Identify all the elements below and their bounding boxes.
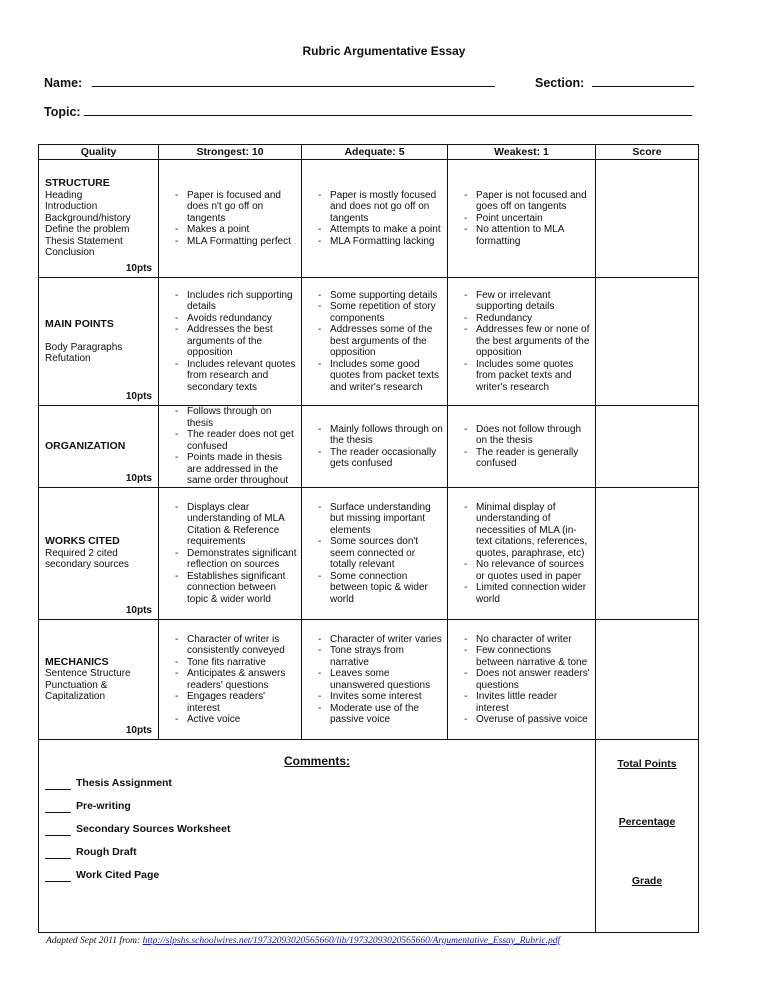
tally-cell <box>596 740 699 933</box>
criterion-name: WORKS CITED <box>45 535 120 548</box>
footer-note <box>46 936 560 946</box>
quality-cell <box>39 406 159 488</box>
checklist-label: Work Cited Page <box>76 869 160 881</box>
descriptor-item: - Leaves some unanswered questions <box>318 668 443 691</box>
quality-cell <box>39 160 159 278</box>
section-label: Section: <box>535 76 585 90</box>
criterion-subitem: Required 2 cited <box>45 547 118 559</box>
adequate-cell <box>302 620 448 740</box>
criterion-subitem: Define the problem <box>45 224 130 236</box>
source-link[interactable]: http://slpshs.schoolwires.net/19732093020565660/lib/19732093020565660/Argumentative_Essay_Rubric.pdf <box>142 936 561 946</box>
criterion-name: MECHANICS <box>45 655 109 668</box>
descriptor-item: - Minimal display of understanding of necessities of MLA (in-text citations, references, quotes, paraphrase, etc) <box>464 502 591 560</box>
col-weakest: Weakest: 1 <box>448 145 596 160</box>
rubric-row <box>39 620 699 740</box>
checklist-label: Pre-writing <box>76 800 131 812</box>
criterion-subitem <box>45 330 152 342</box>
descriptor-item: - Some sources don't seem connected or totally relevant <box>318 536 443 571</box>
topic-label: Topic: <box>44 105 81 119</box>
checklist-label: Rough Draft <box>76 846 137 858</box>
weakest-cell <box>448 620 596 740</box>
name-line[interactable] <box>92 74 495 87</box>
criterion-points: 10pts <box>125 390 152 402</box>
descriptor-item: - MLA Formatting lacking <box>318 236 443 248</box>
descriptor-item: - Includes relevant quotes from research and secondary texts <box>175 359 297 394</box>
rubric-row <box>39 278 699 406</box>
strongest-descriptors <box>159 502 301 606</box>
score-cell[interactable] <box>596 620 699 740</box>
descriptor-item: - Redundancy <box>464 313 591 325</box>
descriptor-item: - No relevance of sources or quotes used in paper <box>464 559 591 582</box>
score-cell[interactable] <box>596 278 699 406</box>
adequate-descriptors <box>302 502 447 606</box>
grade-label: Grade <box>631 875 663 887</box>
strongest-cell <box>159 278 302 406</box>
descriptor-item: - MLA Formatting perfect <box>175 236 297 248</box>
quality-cell <box>39 488 159 620</box>
descriptor-item: - Mainly follows through on the thesis <box>318 424 443 447</box>
strongest-cell <box>159 406 302 488</box>
descriptor-item: - Includes rich supporting details <box>175 290 297 313</box>
criterion-subitem: Heading <box>45 189 83 201</box>
descriptor-item: - Does not follow through on the thesis <box>464 424 591 447</box>
criterion-subitem: Conclusion <box>45 247 95 259</box>
col-adequate: Adequate: 5 <box>302 145 448 160</box>
adequate-cell <box>302 488 448 620</box>
percentage-label: Percentage <box>618 816 676 828</box>
strongest-descriptors <box>159 290 301 394</box>
score-cell[interactable] <box>596 488 699 620</box>
rubric-table <box>38 144 699 933</box>
quality-cell <box>39 620 159 740</box>
checklist-blank[interactable] <box>45 869 71 882</box>
strongest-cell <box>159 160 302 278</box>
descriptor-item: - Addresses few or none of the best arguments of the opposition <box>464 324 591 359</box>
weakest-cell <box>448 160 596 278</box>
checklist-blank[interactable] <box>45 846 71 859</box>
criterion-subitem: Background/history <box>45 212 131 224</box>
descriptor-item: - Includes some quotes from packet texts and writer's research <box>464 359 591 394</box>
descriptor-item: - Character of writer varies <box>318 634 443 646</box>
criterion-subitem: Capitalization <box>45 691 106 702</box>
quality-cell <box>39 278 159 406</box>
adequate-cell <box>302 160 448 278</box>
criterion-name: MAIN POINTS <box>45 317 114 330</box>
total-points-label: Total Points <box>617 758 677 770</box>
criterion-subitem: secondary sources <box>45 559 129 571</box>
score-cell[interactable] <box>596 406 699 488</box>
descriptor-item: - Follows through on thesis <box>175 406 297 429</box>
checklist-label: Secondary Sources Worksheet <box>76 823 231 835</box>
adequate-descriptors <box>302 290 447 394</box>
weakest-descriptors <box>448 290 595 394</box>
descriptor-item: - Paper is focused and does n't go off on tangents <box>175 190 297 225</box>
checklist-item[interactable] <box>45 823 230 836</box>
descriptor-item: - Invites little reader interest <box>464 691 591 714</box>
rubric-row <box>39 488 699 620</box>
descriptor-item: - Demonstrates significant reflection on sources <box>175 548 297 571</box>
weakest-descriptors <box>448 424 595 470</box>
name-field[interactable] <box>44 74 495 90</box>
weakest-descriptors <box>448 190 595 248</box>
criterion-points: 10pts <box>125 472 152 484</box>
criterion-name: STRUCTURE <box>45 177 110 190</box>
strongest-descriptors <box>159 190 301 248</box>
document-title: Rubric Argumentative Essay <box>302 44 466 58</box>
descriptor-item: - Engages readers' interest <box>175 691 297 714</box>
weakest-cell <box>448 406 596 488</box>
section-line[interactable] <box>592 74 694 87</box>
descriptor-item: - Point uncertain <box>464 213 591 225</box>
descriptor-item: - Paper is mostly focused and does not go off on tangents <box>318 190 443 225</box>
descriptor-item: - Moderate use of the passive voice <box>318 703 443 726</box>
weakest-cell <box>448 278 596 406</box>
topic-field[interactable] <box>44 103 692 119</box>
adequate-descriptors <box>302 424 447 470</box>
criterion-points: 10pts <box>125 604 152 616</box>
criterion-subitem: Introduction <box>45 201 98 213</box>
descriptor-item: - Anticipates & answers readers' questions <box>175 668 297 691</box>
adequate-descriptors <box>302 190 447 248</box>
descriptor-item: - No character of writer <box>464 634 591 646</box>
descriptor-item: - Few connections between narrative & tone <box>464 645 591 668</box>
checklist-blank[interactable] <box>45 800 71 813</box>
descriptor-item: - Invites some interest <box>318 691 443 703</box>
weakest-descriptors <box>448 502 595 606</box>
strongest-descriptors <box>159 406 301 487</box>
weakest-cell <box>448 488 596 620</box>
checklist-item[interactable] <box>45 846 137 859</box>
descriptor-item: - Some connection between topic & wider world <box>318 571 443 606</box>
descriptor-item: - Points made in thesis are addressed in the same order throughout <box>175 452 297 487</box>
descriptor-item: - Attempts to make a point <box>318 224 443 236</box>
descriptor-item: - Limited connection wider world <box>464 582 591 605</box>
adequate-descriptors <box>302 634 447 726</box>
comments-heading: Comments: <box>283 754 350 768</box>
descriptor-item: - The reader is generally confused <box>464 447 591 470</box>
adequate-cell <box>302 278 448 406</box>
descriptor-item: - Few or irrelevant supporting details <box>464 290 591 313</box>
descriptor-item: - The reader does not get confused <box>175 429 297 452</box>
descriptor-item: - The reader occasionally gets confused <box>318 447 443 470</box>
summary-row <box>39 740 699 933</box>
checklist-item[interactable] <box>45 800 131 813</box>
col-score: Score <box>596 145 699 160</box>
weakest-descriptors <box>448 634 595 726</box>
name-label: Name: <box>44 76 83 90</box>
descriptor-item: - Establishes significant connection between topic & wider world <box>175 571 297 606</box>
checklist-blank[interactable] <box>45 823 71 836</box>
strongest-cell <box>159 488 302 620</box>
descriptor-item: - Some repetition of story components <box>318 301 443 324</box>
descriptor-item: - Surface understanding but missing important elements <box>318 502 443 537</box>
descriptor-item: - Tone strays from narrative <box>318 645 443 668</box>
footer-prefix: Adapted Sept 2011 from: <box>46 936 143 946</box>
descriptor-item: - Displays clear understanding of MLA Citation & Reference requirements <box>175 502 297 548</box>
checklist-label: Thesis Assignment <box>76 777 172 789</box>
criterion-name: ORGANIZATION <box>45 439 126 452</box>
col-quality: Quality <box>39 145 159 160</box>
score-cell[interactable] <box>596 160 699 278</box>
descriptor-item: - Makes a point <box>175 224 297 236</box>
header-row <box>39 145 699 160</box>
criterion-subitem: Refutation <box>45 353 91 364</box>
topic-line[interactable] <box>84 103 692 116</box>
checklist-item[interactable] <box>45 777 172 790</box>
descriptor-item: - Does not answer readers' questions <box>464 668 591 691</box>
descriptor-item: - Overuse of passive voice <box>464 714 591 726</box>
criterion-points: 10pts <box>125 724 152 736</box>
descriptor-item: - Character of writer is consistently conveyed <box>175 634 297 657</box>
section-field[interactable] <box>535 74 694 90</box>
descriptor-item: - Paper is not focused and goes off on tangents <box>464 190 591 213</box>
strongest-cell <box>159 620 302 740</box>
comments-cell[interactable] <box>39 740 596 933</box>
descriptor-item: - Addresses the best arguments of the opposition <box>175 324 297 359</box>
descriptor-item: - No attention to MLA formatting <box>464 224 591 247</box>
rubric-row <box>39 160 699 278</box>
descriptor-item: - Tone fits narrative <box>175 657 297 669</box>
criterion-subitem: Body Paragraphs <box>45 341 123 353</box>
criterion-subitem: Punctuation & <box>45 679 108 691</box>
descriptor-item: - Includes some good quotes from packet texts and writer's research <box>318 359 443 394</box>
criterion-points: 10pts <box>125 262 152 274</box>
criterion-subitem: Sentence Structure <box>45 668 131 679</box>
descriptor-item: - Active voice <box>175 714 297 726</box>
descriptor-item: - Addresses some of the best arguments of the opposition <box>318 324 443 359</box>
descriptor-item: - Avoids redundancy <box>175 313 297 325</box>
descriptor-item: - Some supporting details <box>318 290 443 302</box>
checklist-blank[interactable] <box>45 777 71 790</box>
strongest-descriptors <box>159 634 301 726</box>
criterion-subitem: Thesis Statement <box>45 235 123 247</box>
checklist-item[interactable] <box>45 869 159 882</box>
col-strongest: Strongest: 10 <box>159 145 302 160</box>
rubric-row <box>39 406 699 488</box>
adequate-cell <box>302 406 448 488</box>
